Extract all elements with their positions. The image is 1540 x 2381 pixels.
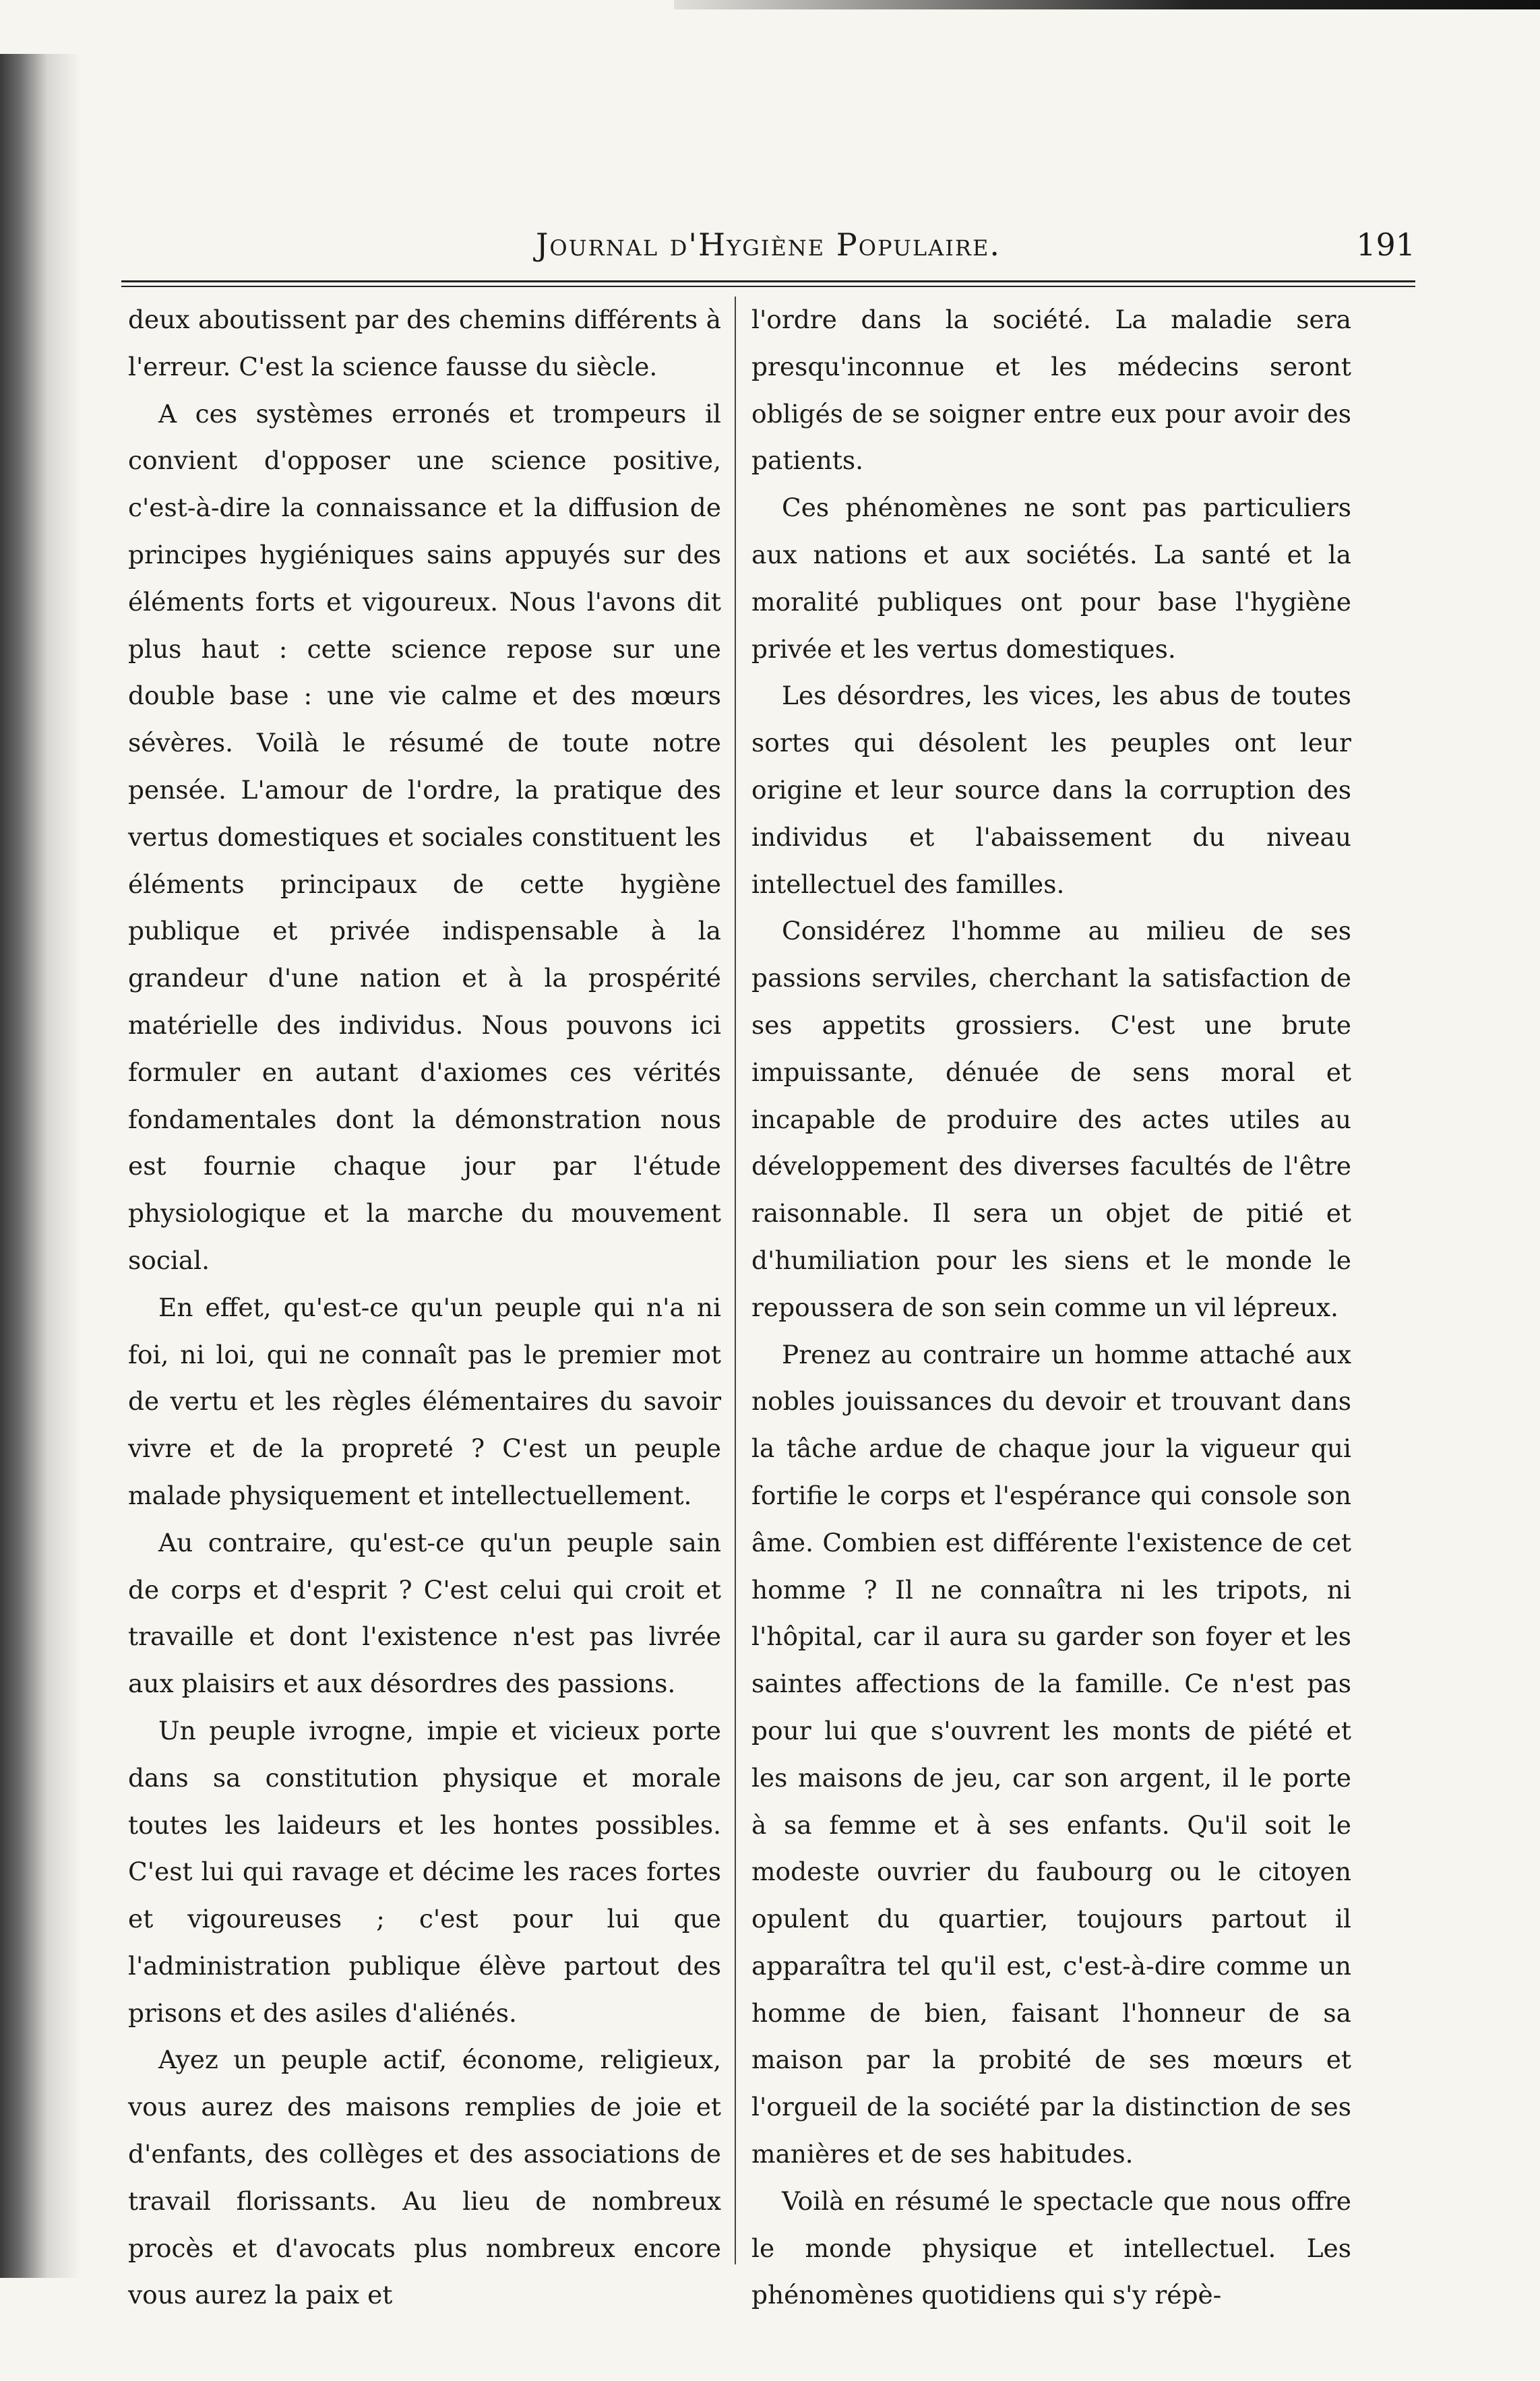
running-title: Journal d'Hygiène Populaire. xyxy=(535,226,1001,263)
paragraph: Au contraire, qu'est-ce qu'un peuple sain de corps et d'esprit ? C'est celui qui croit et travaille et dont l'existence n'est pas livrée aux plaisirs et aux désordres des passions. xyxy=(128,1527,721,1699)
paragraph: Ayez un peuple actif, économe, religieux, vous aurez des maisons remplies de joie et d'enfants, des collèges et des associations de travail florissants. Au lieu de nombreux procès et d'avocats plus nombreux encore vous aurez la paix et xyxy=(128,2045,721,2310)
paragraph: Prenez au contraire un homme attaché aux nobles jouissances du devoir et trouvant dans la tâche ardue de chaque jour la vigueur qui fortifie le corps et l'espérance qui console son âme. Combien est différente l'existence de cet homme ? Il ne connaîtra ni les tripots, ni l'hôpital, car il aura su garder son foyer et les saintes affections de la famille. Ce n'est pas pour lui que s'ouvrent les monts de piété et les maisons de jeu, car son argent, il le porte à sa femme et à ses enfants. Qu'il soit le modeste ouvrier du faubourg ou le citoyen opulent du quartier, toujours partout il apparaîtra tel qu'il est, c'est-à-dire comme un homme de bien, faisant l'honneur de sa maison par la probité de ses mœurs et l'orgueil de la société par la distinction de ses manières et de ses habitudes. xyxy=(751,1339,1351,2169)
paragraph: A ces systèmes erronés et trompeurs il convient d'opposer une science positive, c'est-à-dire la connaissance et la diffusion de principes hygiéniques sains appuyés sur des éléments forts et vigoureux. Nous l'avons dit plus haut : cette science repose sur une double base : une vie calme et des mœurs sévères. Voilà le résumé de toute notre pensée. L'amour de l'ordre, la pratique des vertus domestiques et sociales constituent les éléments principaux de cette hygiène publique et privée indispensable à la grandeur d'une nation et à la prospérité matérielle des individus. Nous pouvons ici formuler en autant d'axiomes ces vérités fondamentales dont la démonstration nous est fournie chaque jour par l'étude physiologique et la marche du mouvement social. xyxy=(128,398,721,1275)
paragraph: Considérez l'homme au milieu de ses passions serviles, cherchant la satisfaction de ses appetits grossiers. C'est une brute impuissante, dénuée de sens moral et incapable de produire des actes utiles au développement des diverses facultés de l'être raisonnable. Il sera un objet de pitié et d'humiliation pour les siens et le monde le repoussera de son sein comme un vil lépreux. xyxy=(751,916,1351,1322)
paragraph: En effet, qu'est-ce qu'un peuple qui n'a ni foi, ni loi, qui ne connaît pas le premier mot de vertu et les règles élémentaires du savoir vivre et de la propreté ? C'est un peuple malade physiquement et intellectuellement. xyxy=(128,1292,721,1510)
right-column xyxy=(751,297,1351,2310)
page-number: 191 xyxy=(1356,226,1415,263)
page-header xyxy=(121,226,1415,280)
column-divider xyxy=(735,297,736,2264)
paragraph: Voilà en résumé le spectacle que nous offre le monde physique et intellectuel. Les phénomènes quotidiens qui s'y répè- xyxy=(751,2186,1351,2310)
scan-top-edge xyxy=(674,0,1540,9)
header-rule xyxy=(121,280,1415,282)
paragraph: Ces phénomènes ne sont pas particuliers aux nations et aux sociétés. La santé et la moralité publiques ont pour base l'hygiène privée et les vertus domestiques. xyxy=(751,493,1351,664)
paragraph: deux aboutissent par des chemins différents à l'erreur. C'est la science fausse du siècle. xyxy=(128,305,721,381)
header-rule-thin xyxy=(121,286,1415,287)
paragraph: l'ordre dans la société. La maladie sera presqu'inconnue et les médecins seront obligés de se soigner entre eux pour avoir des patients. xyxy=(751,305,1351,476)
paragraph: Les désordres, les vices, les abus de toutes sortes qui désolent les peuples ont leur origine et leur source dans la corruption des individus et l'abaissement du niveau intellectuel des familles. xyxy=(751,681,1351,899)
left-column xyxy=(128,297,721,2310)
page-edge-shadow xyxy=(0,54,81,2278)
paragraph: Un peuple ivrogne, impie et vicieux porte dans sa constitution physique et morale toutes les laideurs et les hontes possibles. C'est lui qui ravage et décime les races fortes et vigoureuses ; c'est pour lui que l'administration publique élève partout des prisons et des asiles d'aliénés. xyxy=(128,1715,721,2028)
